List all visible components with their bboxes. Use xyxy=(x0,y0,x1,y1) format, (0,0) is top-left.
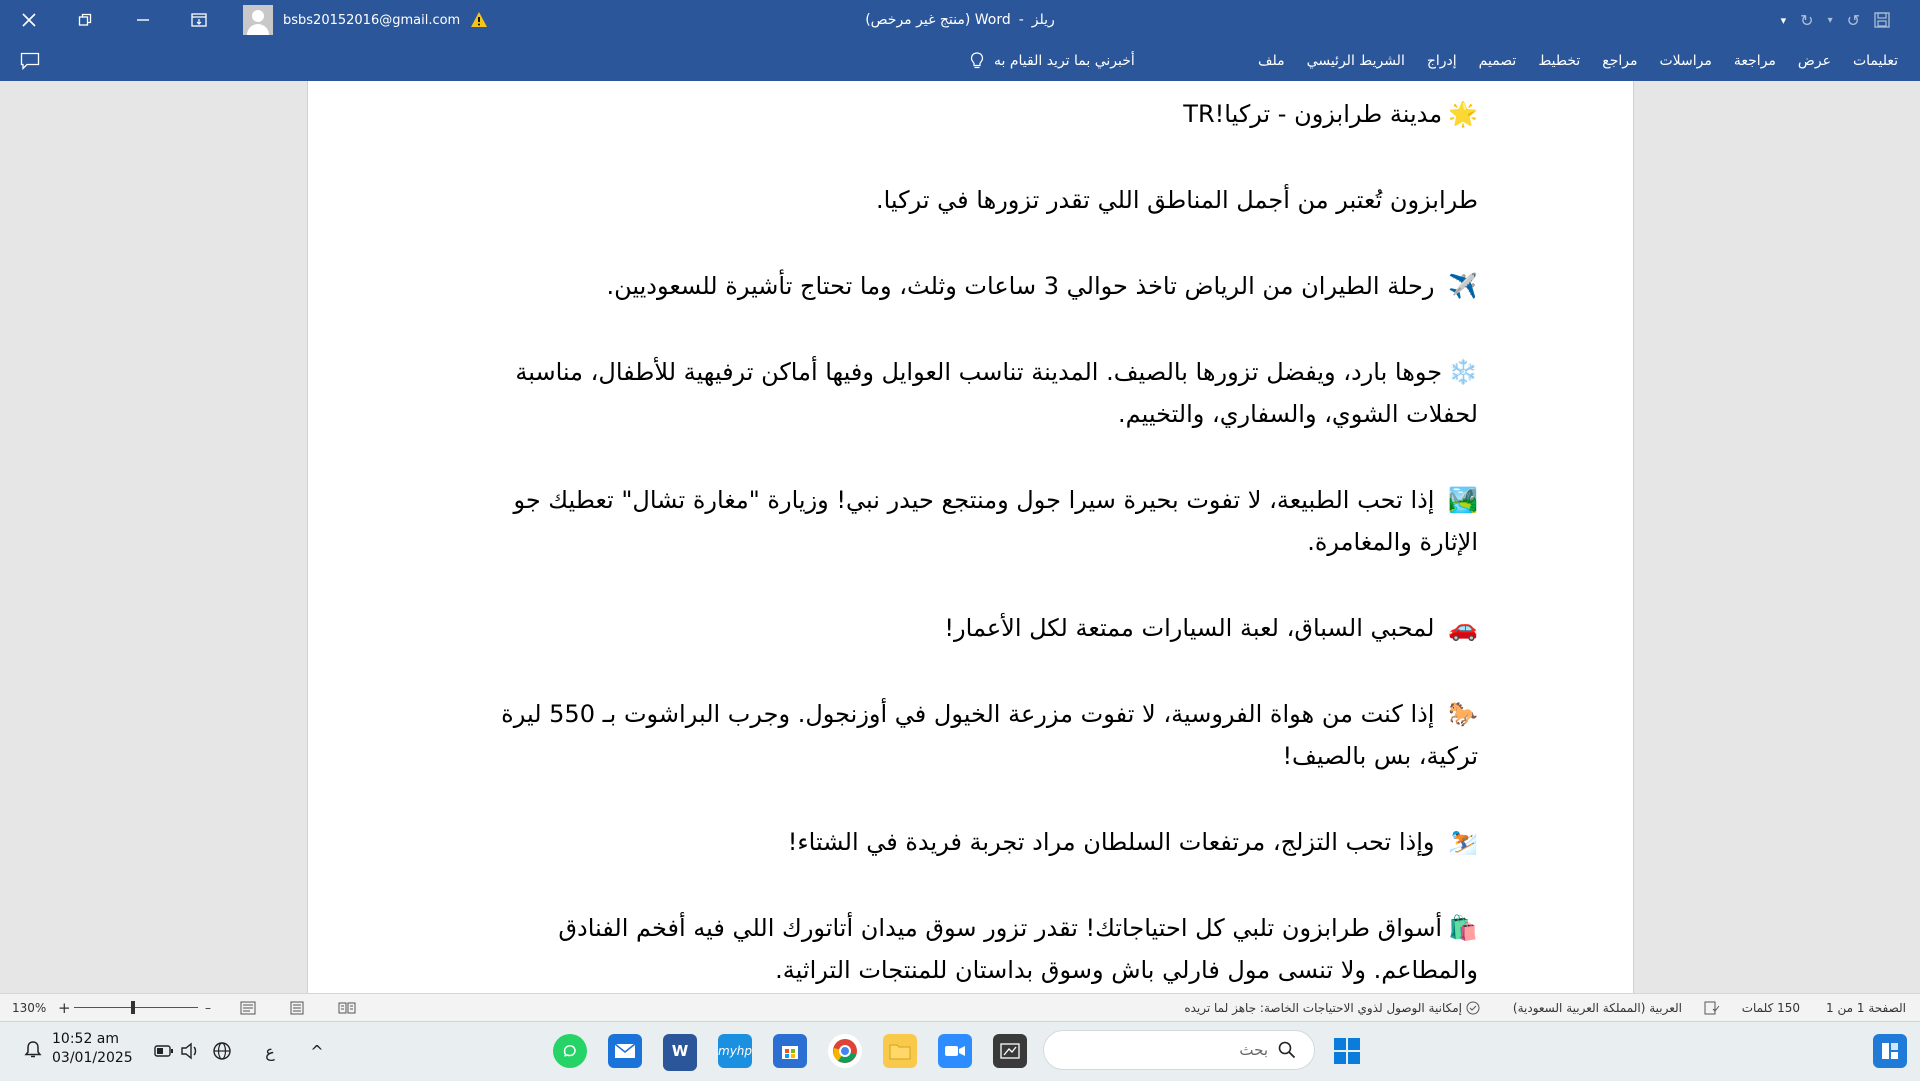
tab-home[interactable]: الشريط الرئيسي xyxy=(1306,52,1405,69)
search-icon xyxy=(1278,1041,1296,1059)
tab-mailings[interactable]: مراسلات xyxy=(1659,52,1712,69)
skier-emoji: ⛷️ xyxy=(1448,828,1478,856)
store-icon[interactable] xyxy=(773,1034,807,1068)
clock[interactable] xyxy=(52,1030,133,1068)
star-emoji: 🌟 xyxy=(1448,100,1478,128)
title-bar xyxy=(0,0,1920,40)
web-layout-icon[interactable] xyxy=(240,994,256,1022)
redo-icon[interactable]: ↻ xyxy=(1800,10,1814,30)
word-app-icon[interactable]: W xyxy=(663,1034,697,1071)
customize-qat-icon[interactable]: ▾ xyxy=(1780,13,1787,27)
notification-icon[interactable] xyxy=(18,1035,48,1065)
proofing-icon[interactable] xyxy=(1704,994,1720,1022)
paragraph-text: إذا كنت من هواة الفروسية، لا تفوت مزرعة الخيول في أوزنجول. وجرب البراشوت بـ 550 ليرة تركية، بس بالصيف! xyxy=(501,700,1478,770)
paragraph[interactable] xyxy=(498,907,1478,991)
tab-file[interactable]: ملف xyxy=(1258,52,1285,69)
language-status[interactable]: العربية (المملكة العربية السعودية) xyxy=(1512,1001,1682,1015)
chrome-icon[interactable] xyxy=(828,1034,862,1068)
accessibility-icon xyxy=(1466,1001,1480,1015)
tell-me-text: أخبرني بما تريد القيام به xyxy=(994,52,1135,69)
avatar[interactable] xyxy=(243,5,273,35)
file-explorer-icon[interactable] xyxy=(883,1034,917,1068)
mail-icon[interactable] xyxy=(608,1034,642,1068)
accessibility-text: إمكانية الوصول لذوي الاحتياجات الخاصة: جاهز لما تريده xyxy=(1184,1001,1462,1015)
comments-icon[interactable] xyxy=(20,52,40,70)
document-area xyxy=(0,81,1920,993)
paragraph-text: طرابزون تُعتبر من أجمل المناطق اللي تقدر تزورها في تركيا. xyxy=(875,186,1478,214)
read-mode-icon[interactable] xyxy=(338,994,356,1022)
paragraph[interactable] xyxy=(498,265,1478,307)
paragraph[interactable] xyxy=(498,93,1478,135)
close-window-button[interactable] xyxy=(6,0,52,40)
input-language-indicator[interactable]: ع xyxy=(265,1041,275,1061)
tab-insert[interactable]: إدراج xyxy=(1426,52,1457,69)
taskbar-search[interactable] xyxy=(1043,1030,1315,1070)
paragraph-text: رحلة الطيران من الرياض تاخذ حوالي 3 ساعات وثلث، وما تحتاج تأشيرة للسعوديين. xyxy=(606,272,1435,300)
paragraph-text: وإذا تحب التزلج، مرتفعات السلطان مراد تجربة فريدة في الشتاء! xyxy=(787,828,1435,856)
undo-icon[interactable]: ↺ xyxy=(1846,10,1860,30)
paragraph[interactable] xyxy=(498,351,1478,435)
paragraph-text: مدينة طرابزون - تركيا!TR xyxy=(1183,100,1443,128)
minimize-window-button[interactable] xyxy=(120,0,166,40)
minimize-icon xyxy=(136,13,150,27)
whatsapp-icon[interactable] xyxy=(553,1034,587,1068)
tab-review[interactable]: مراجعة xyxy=(1733,52,1776,69)
landscape-emoji: 🏞️ xyxy=(1448,486,1478,514)
paragraph[interactable] xyxy=(498,821,1478,863)
tab-design[interactable]: تصميم xyxy=(1478,52,1517,69)
ribbon-tabs-bar xyxy=(0,40,1920,81)
paragraph-text: إذا تحب الطبيعة، لا تفوت بحيرة سيرا جول ومنتجع حيدر نبي! وزيارة "مغارة تشال" تعطيك جو الإثارة والمغامرة. xyxy=(513,486,1478,556)
tab-references[interactable]: مراجع xyxy=(1602,52,1638,69)
tell-me-search[interactable] xyxy=(970,40,1135,81)
paragraph[interactable] xyxy=(498,479,1478,563)
paragraph-text: أسواق طرابزون تلبي كل احتياجاتك! تقدر تزور سوق ميدان أتاتورك اللي فيه أفخم الفنادق والمطاعم. ولا تنسى مول فارلي باش وسوق بداستان للمنتجات التراثية. xyxy=(558,914,1478,984)
zoom-slider[interactable] xyxy=(74,1007,198,1008)
screen-snip-icon[interactable] xyxy=(993,1034,1027,1068)
start-button-icon[interactable] xyxy=(1330,1034,1364,1068)
airplane-emoji: ✈️ xyxy=(1448,272,1478,300)
status-bar xyxy=(0,993,1920,1022)
undo-dropdown-icon[interactable]: ▾ xyxy=(1827,14,1833,26)
document-body[interactable] xyxy=(498,93,1478,993)
paragraph-text: جوها بارد، ويفضل تزورها بالصيف. المدينة تناسب العوايل وفيها أماكن ترفيهية للأطفال، مناسبة لحفلات الشوي، والسفاري، والتخييم. xyxy=(515,358,1478,428)
taskbar xyxy=(0,1021,1920,1081)
warning-icon[interactable] xyxy=(470,11,488,29)
snowflake-emoji: ❄️ xyxy=(1448,358,1478,386)
document-name: ريلز xyxy=(1031,12,1055,28)
paragraph[interactable] xyxy=(498,179,1478,221)
horse-emoji: 🐎 xyxy=(1448,700,1478,728)
ribbon-display-icon xyxy=(191,13,207,27)
widgets-icon[interactable] xyxy=(1873,1034,1907,1068)
close-icon xyxy=(22,13,36,27)
print-layout-icon[interactable] xyxy=(289,994,305,1022)
quick-access-toolbar xyxy=(1781,0,1890,40)
account-area[interactable] xyxy=(243,5,488,35)
zoom-slider-thumb[interactable] xyxy=(131,1001,135,1014)
lightbulb-icon xyxy=(970,52,984,70)
app-name: Word (منتج غير مرخص) xyxy=(865,12,1011,28)
paragraph[interactable] xyxy=(498,693,1478,777)
word-count[interactable]: 150 كلمات xyxy=(1741,1001,1800,1015)
network-globe-icon[interactable] xyxy=(205,1034,239,1068)
search-placeholder: بحث xyxy=(1239,1041,1268,1059)
ribbon-display-options-button[interactable] xyxy=(176,0,222,40)
tab-layout[interactable]: تخطيط xyxy=(1538,52,1581,69)
zoom-in-button[interactable]: + xyxy=(58,999,71,1017)
accessibility-status[interactable] xyxy=(1184,994,1480,1022)
show-hidden-icons-chevron[interactable]: ^ xyxy=(310,1041,324,1061)
car-emoji: 🚗 xyxy=(1448,614,1478,642)
hp-app-icon[interactable]: myhp xyxy=(718,1034,752,1068)
page-count[interactable]: الصفحة 1 من 1 xyxy=(1826,1001,1906,1015)
account-email: bsbs20152016@gmail.com xyxy=(283,12,461,28)
zoom-out-button[interactable]: – xyxy=(205,1001,211,1015)
paragraph[interactable] xyxy=(498,607,1478,649)
restore-window-button[interactable] xyxy=(62,0,108,40)
clock-time: 10:52 am xyxy=(52,1031,120,1047)
ribbon-tabs xyxy=(1258,40,1898,81)
volume-icon[interactable] xyxy=(173,1034,207,1068)
clock-date: 03/01/2025 xyxy=(52,1050,133,1066)
document-page[interactable] xyxy=(307,81,1634,993)
restore-icon xyxy=(78,13,92,27)
zoom-level[interactable]: 130% xyxy=(12,1001,47,1015)
title-separator: - xyxy=(1018,12,1024,28)
shopping-bags-emoji: 🛍️ xyxy=(1448,914,1478,942)
save-icon[interactable] xyxy=(1874,12,1890,28)
tab-view[interactable]: عرض xyxy=(1797,52,1831,69)
paragraph-text: لمحبي السباق، لعبة السيارات ممتعة لكل الأعمار! xyxy=(944,614,1435,642)
zoom-app-icon[interactable] xyxy=(938,1034,972,1068)
tab-help[interactable]: تعليمات xyxy=(1852,52,1898,69)
